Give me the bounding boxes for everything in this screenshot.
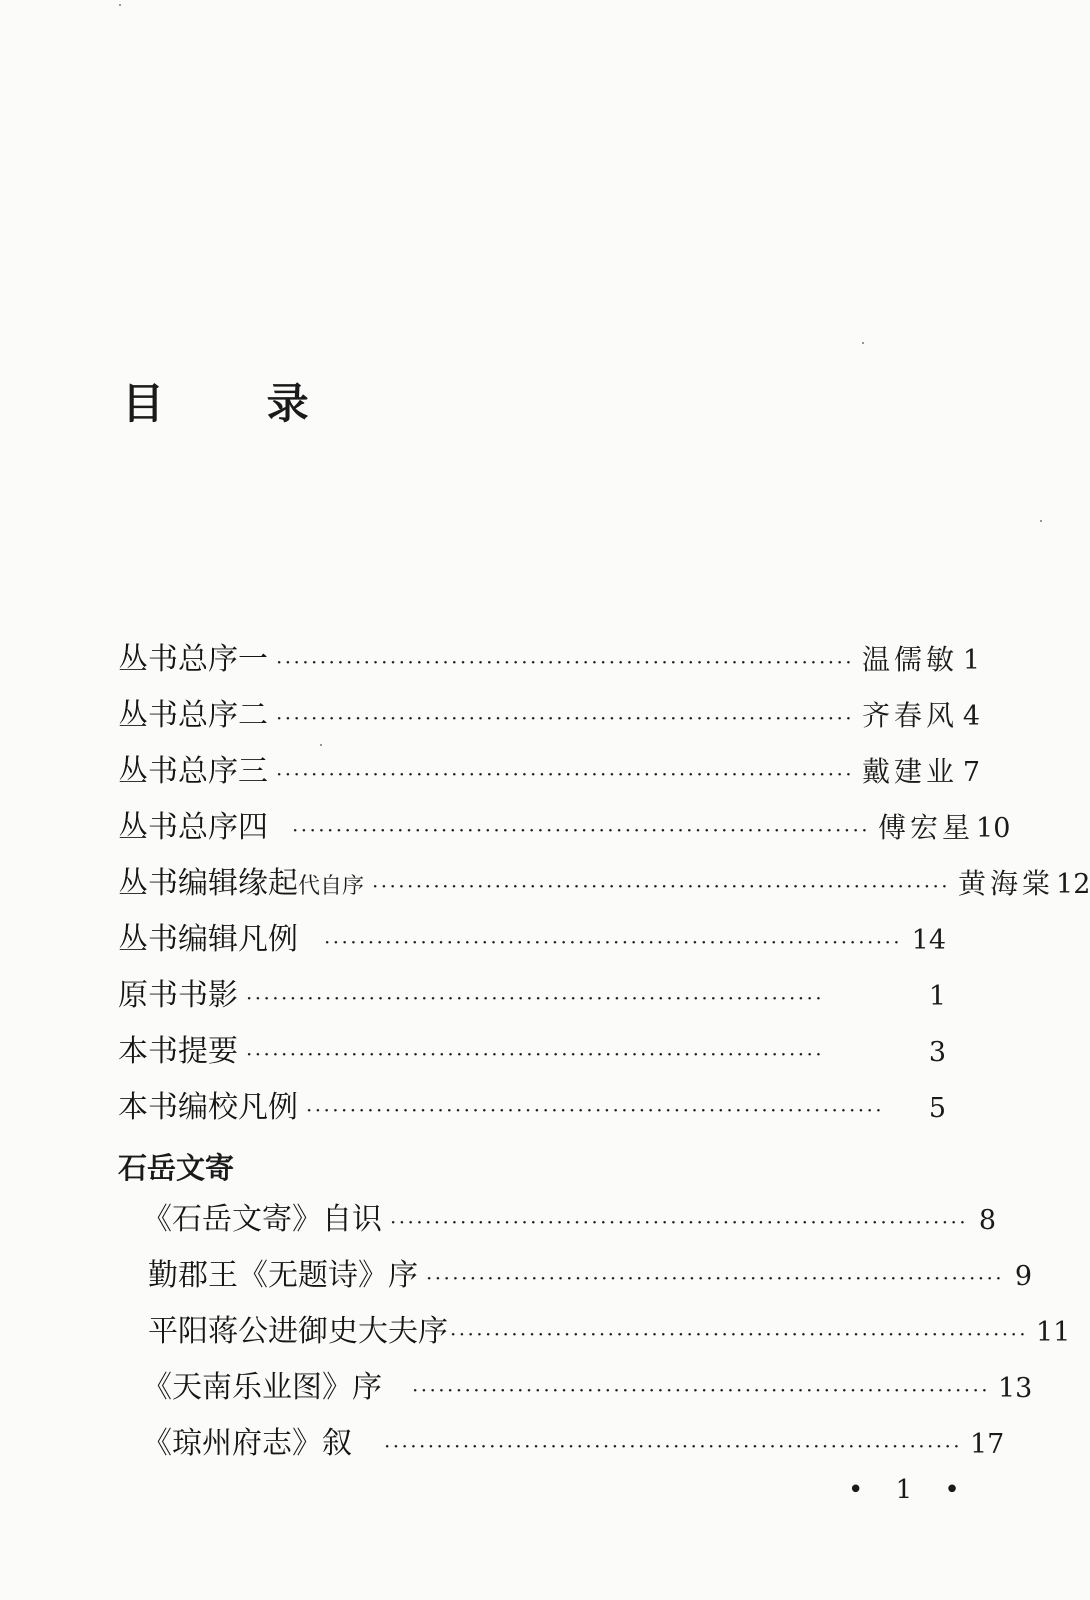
toc-entry-label: 丛书总序一 (118, 642, 268, 677)
toc-entry-label: 本书编校凡例 (118, 1090, 298, 1125)
toc-entry (118, 862, 1090, 906)
toc-entry (118, 694, 981, 738)
toc-entry (118, 1086, 946, 1130)
section-heading: 石岳文寄 (118, 1151, 235, 1185)
dot-leader: ·································································· (276, 762, 854, 786)
toc-entry-author: 黄海棠 (958, 867, 1055, 900)
toc-entry-page: 1 (928, 981, 946, 1012)
toc-entry-author: 戴建业 (862, 755, 959, 788)
toc-entry-label: 《天南乐业图》序 (142, 1370, 382, 1405)
toc-entry-page: 12 (1056, 869, 1090, 900)
toc-entry-page: 1 (962, 645, 981, 676)
toc-entry-page: 17 (970, 1429, 1005, 1460)
toc-entry (142, 1198, 996, 1242)
toc-entry-label: 《琼州府志》叙 (142, 1426, 352, 1461)
page-number: • 1 • (848, 1475, 972, 1505)
dot-leader: ·································································· (246, 986, 824, 1010)
toc-entry-note: 代自序 (298, 874, 365, 899)
toc-entry (148, 1254, 1032, 1298)
dot-leader: ·································································· (246, 1042, 824, 1066)
toc-entry-label: 勤郡王《无题诗》序 (148, 1258, 418, 1293)
dot-leader: ·································································· (276, 650, 854, 674)
toc-entry-author: 温儒敏 (862, 643, 959, 676)
toc-entry-page: 14 (911, 925, 946, 956)
toc-entry (148, 1310, 1071, 1354)
toc-entry-page: 11 (1036, 1317, 1071, 1348)
toc-entry-page: 9 (1014, 1261, 1032, 1292)
toc-entry-label: 平阳蒋公进御史大夫序 (148, 1314, 448, 1349)
toc-entry-author: 傅宏星 (878, 811, 975, 844)
toc-entry-label: 丛书编辑缘起 (118, 866, 298, 901)
toc-entry-author: 齐春风 (862, 699, 959, 732)
toc-entry-page: 7 (962, 757, 981, 788)
toc-entry-page: 8 (978, 1205, 996, 1236)
dot-leader: ·································································· (412, 1378, 990, 1402)
dot-leader: ·································································· (372, 874, 951, 898)
toc-entry-label: 丛书总序三 (118, 754, 268, 789)
dot-leader: ·································································· (292, 818, 870, 842)
toc-entry (142, 1422, 1005, 1466)
toc-entry (118, 974, 946, 1018)
toc-entry (118, 806, 1011, 850)
toc-entry (118, 638, 981, 682)
toc-entry-label: 本书提要 (118, 1034, 238, 1069)
toc-entry-label: 《石岳文寄》自识 (142, 1202, 382, 1237)
toc-title: 目 录 (122, 379, 353, 428)
toc-entry (118, 1030, 946, 1074)
toc-entry-page: 3 (928, 1037, 946, 1068)
toc-entry (118, 918, 946, 962)
dot-leader: ·································································· (450, 1322, 1028, 1346)
dot-leader: ·································································· (306, 1098, 884, 1122)
dot-leader: ·································································· (426, 1266, 1004, 1290)
toc-entry-page: 13 (998, 1373, 1033, 1404)
toc-entry-label: 丛书总序四 (118, 810, 268, 845)
toc-entry-label: 丛书总序二 (118, 698, 268, 733)
dot-leader: ·································································· (384, 1434, 962, 1458)
toc-entry-page: 4 (962, 701, 981, 732)
toc-entry (142, 1366, 1033, 1410)
dot-leader: ·································································· (324, 930, 902, 954)
toc-entry (118, 750, 981, 794)
toc-entry-label: 原书书影 (118, 978, 238, 1013)
toc-entry-page: 5 (928, 1093, 946, 1124)
dot-leader: ·································································· (276, 706, 854, 730)
dot-leader: ·································································· (390, 1210, 968, 1234)
toc-entry-page: 10 (976, 813, 1011, 844)
toc-entry-label: 丛书编辑凡例 (118, 922, 298, 957)
